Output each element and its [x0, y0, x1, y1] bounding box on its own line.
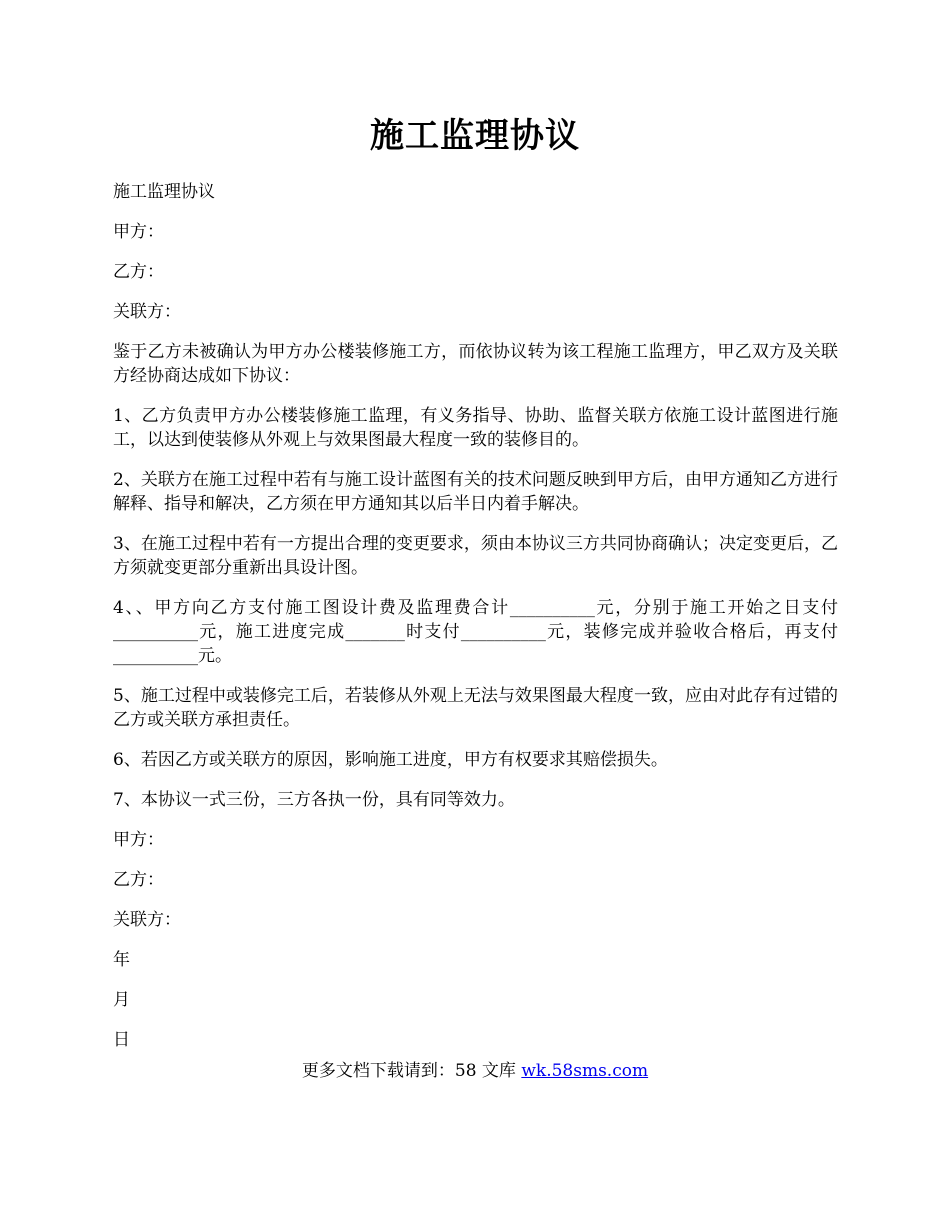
preamble-paragraph: 鉴于乙方未被确认为甲方办公楼装修施工方，而依协议转为该工程施工监理方，甲乙双方及关联方经协商达成如下协议： [113, 342, 838, 386]
clause-7: 7、本协议一式三份，三方各执一份，具有同等效力。 [113, 790, 515, 810]
date-year: 年 [113, 950, 130, 970]
signature-party-b: 乙方： [113, 870, 164, 890]
clause-4: 4、、甲方向乙方支付施工图设计费及监理费合计__________元，分别于施工开始之日支付__________元，施工进度完成_______时支付__________元，装修完成并验收合格后，再支付__________元。 [113, 598, 838, 666]
party-a-label: 甲方： [113, 222, 164, 242]
party-b-label: 乙方： [113, 262, 164, 282]
document-body [113, 180, 838, 1068]
clause-5: 5、施工过程中或装修完工后，若装修从外观上无法与效果图最大程度一致，应由对此存有过错的乙方或关联方承担责任。 [113, 686, 838, 730]
clause-2: 2、关联方在施工过程中若有与施工设计蓝图有关的技术问题反映到甲方后，由甲方通知乙方进行解释、指导和解决，乙方须在甲方通知其以后半日内着手解决。 [113, 470, 838, 514]
document-title: 施工监理协议 [370, 116, 580, 156]
doc-heading-line: 施工监理协议 [113, 182, 215, 202]
clause-6: 6、若因乙方或关联方的原因，影响施工进度，甲方有权要求其赔偿损失。 [113, 750, 668, 770]
footer-text: 更多文档下载请到：58 文库 [301, 1061, 522, 1081]
date-day: 日 [113, 1030, 130, 1050]
clause-3: 3、在施工过程中若有一方提出合理的变更要求，须由本协议三方共同协商确认；决定变更后，乙方须就变更部分重新出具设计图。 [113, 534, 838, 578]
related-party-label: 关联方： [113, 302, 181, 322]
footer-link[interactable]: wk.58sms.com [521, 1061, 649, 1081]
signature-party-a: 甲方： [113, 830, 164, 850]
download-footer [0, 1058, 950, 1084]
clause-1: 1、乙方负责甲方办公楼装修施工监理，有义务指导、协助、监督关联方依施工设计蓝图进行施工，以达到使装修从外观上与效果图最大程度一致的装修目的。 [113, 406, 838, 450]
date-month: 月 [113, 990, 130, 1010]
signature-related-party: 关联方： [113, 910, 181, 930]
